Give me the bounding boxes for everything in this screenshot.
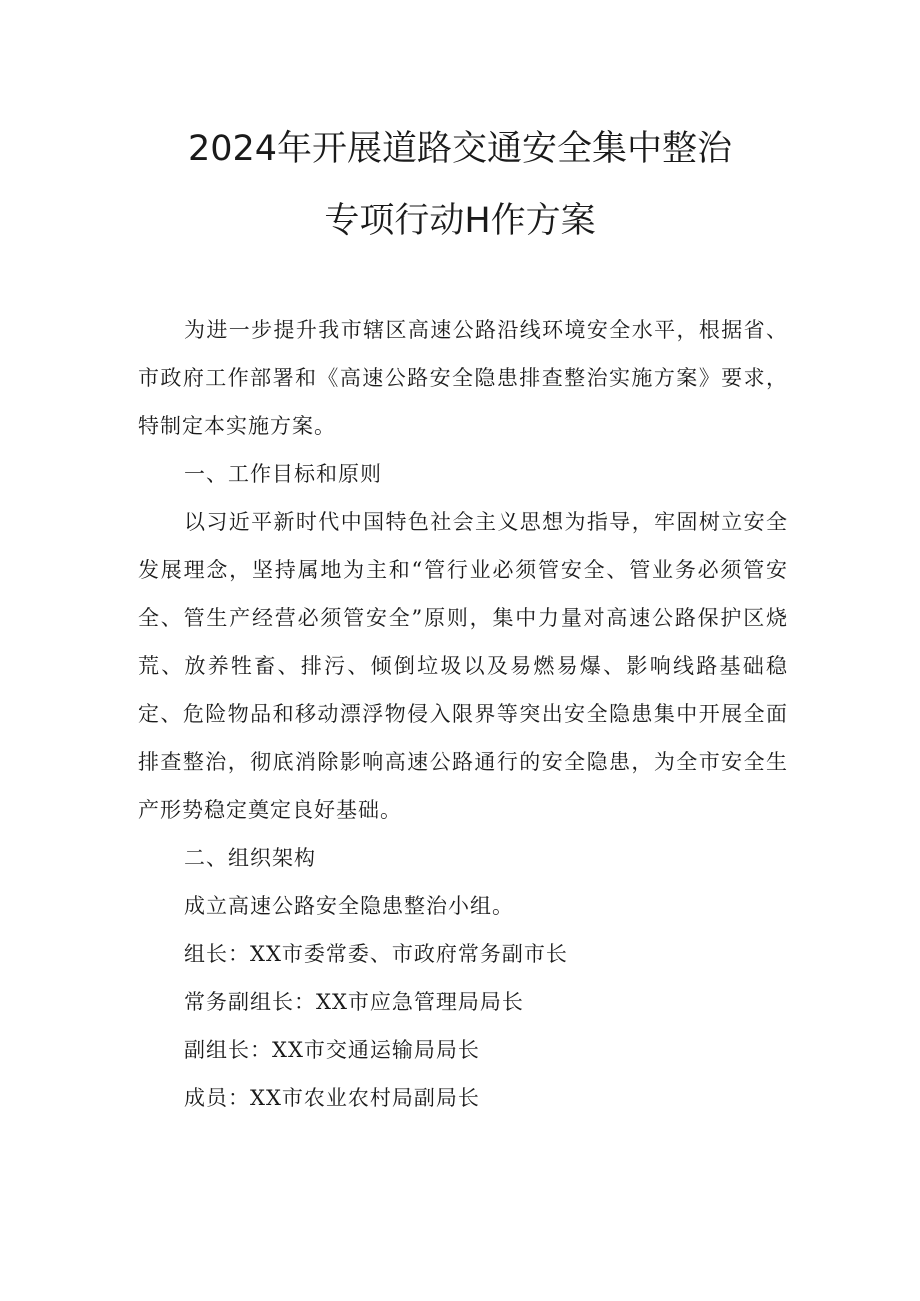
document-title-line-2: 专项行动H作方案 <box>324 201 596 241</box>
member-deputy-leader: 副组长：XX市交通运输局局长 <box>184 1038 480 1062</box>
member-members: 成员：XX市农业农村局副局长 <box>184 1086 480 1110</box>
section-1-paragraph: 以习近平新时代中国特色社会主义思想为指导，牢固树立安全发展理念，坚持属地为主和“管行业必须管安全、管业务必须管安全、管生产经营必须管安全”原则，集中力量对高速公路保护区烧荒、放养牲畜、排污、倾倒垃圾以及易燃易爆、影响线路基础稳定、危险物品和移动漂浮物侵入限界等突出安全隐患集中开展全面排查整治，彻底消除影响高速公路通行的安全隐患，为全市安全生产形势稳定奠定良好基础。 <box>138 510 788 822</box>
section-2-heading: 二、组织架构 <box>184 846 316 870</box>
intro-paragraph: 为进一步提升我市辖区高速公路沿线环境安全水平，根据省、市政府工作部署和《高速公路安全隐患排查整治实施方案》要求，特制定本实施方案。 <box>138 318 788 438</box>
member-executive-deputy-leader: 常务副组长：XX市应急管理局局长 <box>184 990 524 1014</box>
section-2-intro: 成立高速公路安全隐患整治小组。 <box>184 894 514 918</box>
section-1-heading: 一、工作目标和原则 <box>184 462 382 486</box>
member-leader: 组长：XX市委常委、市政府常务副市长 <box>184 942 568 966</box>
document-title-line-1: 2024年开展道路交通安全集中整治 <box>187 129 733 169</box>
